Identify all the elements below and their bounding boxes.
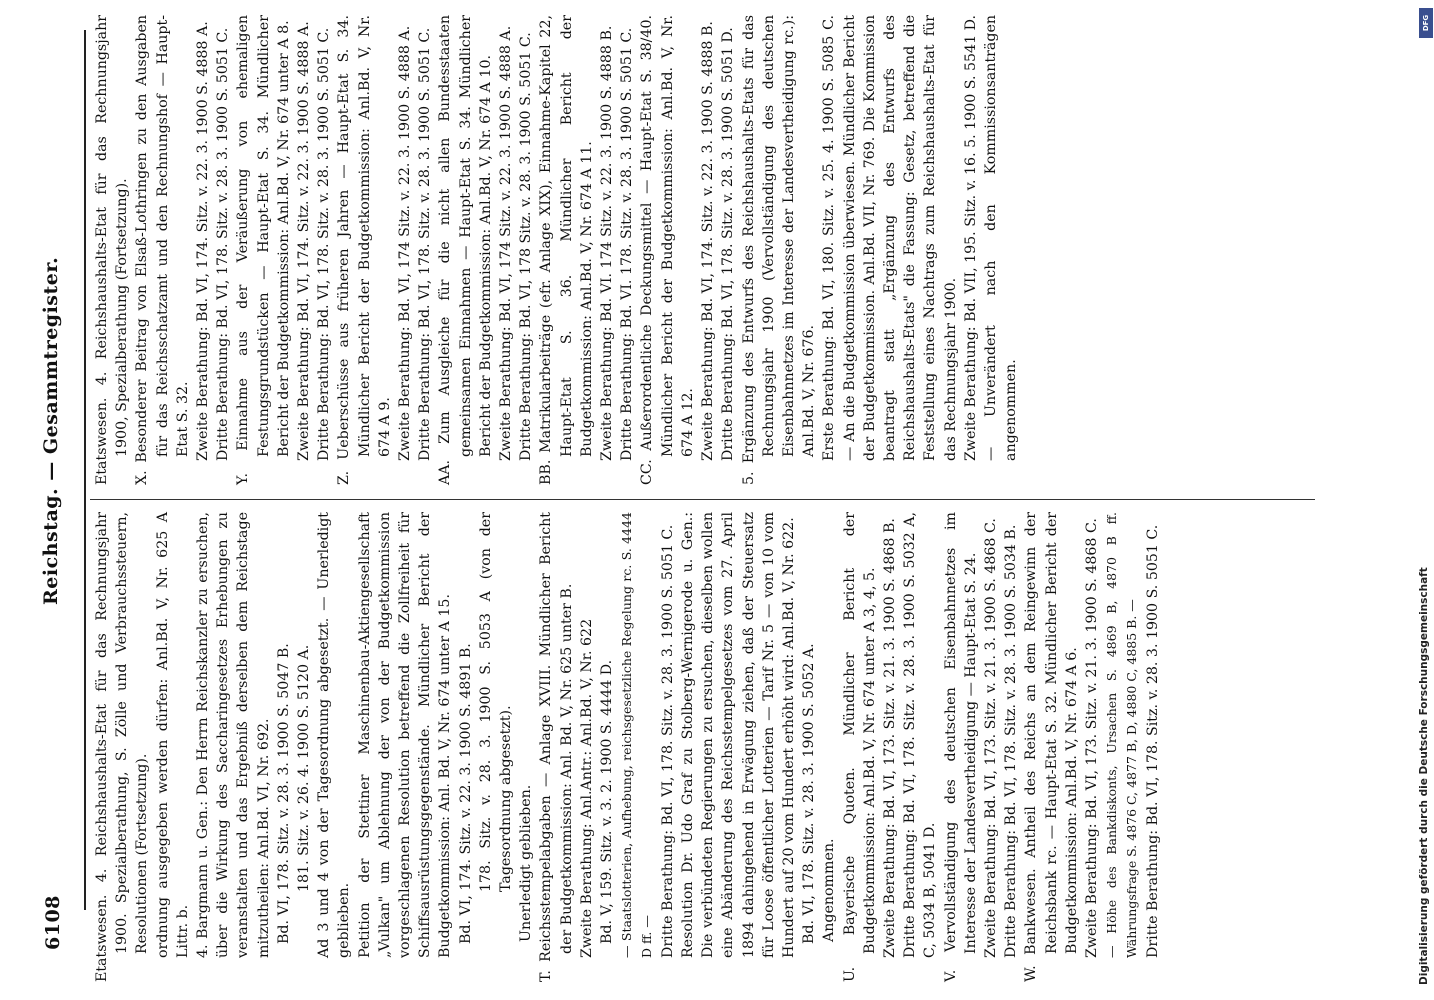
entry-text: Petition der Stettiner Maschinenbau-Aktiengesellschaft „Vulkan" um Ablehnung der von der Budgetkommission vorgeschlagenen Resolution betreffend die Zollfreiheit für Schiffsausrüstungsgegenstände. Mündlicher Bericht der Budgetkommission: Anl. Bd. V, Nr. 674 unter A 15.	[356, 512, 454, 958]
entry-ref: Bd. VI, 174. Sitz. v. 22. 3. 1900 S. 4891 B.	[457, 643, 474, 944]
entry-ref: Dritte Berathung: Bd. VI, 178. Sitz. v. 28. 3. 1900 S. 5051 C.	[659, 524, 676, 958]
entry-text: Erste Berathung: Bd. VI, 180. Sitz. v. 25. 4. 1900 S. 5085 C. — An die Budgetkommission überwiesen. Mündlicher Bericht der Budgetkommission. Anl.Bd. VII, Nr. 769. Die Kommission beantragt statt „Ergänzung des Entwurfs des Reichshaushalts-Etats" die Fassung: Gesetz, betreffend die Feststellung eines Nachtrags zum Reichshaushalts-Etat für das Rechnungsjahr 1900.	[821, 15, 959, 461]
entry-heading: 5. Ergänzung des Entwurfs des Reichshaushalts-Etats für das Rechnungsjahr 1900 (Vervollständigung des deutschen Eisenbahnnetzes im Interesse der Landesvertheidigung rc.): Anl.Bd. V, Nr. 676.	[740, 15, 818, 485]
entry-note: — Höhe des Bankdiskonts, Ursachen S. 4869 B, 4870 B ff. Währungsfrage S. 4876 C, 4877 B, D, 4880 C, 4885 B. —	[1104, 512, 1140, 958]
entry-text: Resolution Dr. Udo Graf zu Stolberg-Wernigerode u. Gen.: Die verbündeten Regierungen zu ersuchen, dieselben wollen eine Abänderung des Reichsstempelgesetzes vom 27. April 1894 dahingehend in Erwägung ziehen, daß der Steuersatz für Loose öffentlicher Lotterien — Tarif Nr. 5 — von 10 vom Hundert auf 20 vom Hundert erhöht wird: Anl.Bd. V, Nr. 622.	[679, 512, 797, 958]
entry-ref: Zweite Berathung: Bd. VI, 174 Sitz. v. 22. 3. 1900 S. 4888 A.	[397, 25, 414, 461]
entry-text: ordnung ausgegeben werden dürfen: Anl.Bd. V, Nr. 625 A Littr. b.	[154, 512, 191, 958]
dfg-logo-text: DFG	[1422, 14, 1430, 32]
entry-ref: Dritte Berathung: Bd. VI. 178. Sitz. v. 28. 3. 1900 S. 5051 C.	[619, 27, 636, 461]
entry-ref: Zweite Berathung: Bd. VI. 174 Sitz. v. 22. 3. 1900 S. 4888 B.	[599, 25, 616, 461]
entry-ref: 181. Sitz. v. 26. 4. 1900 S. 5120 A.	[296, 644, 313, 892]
entry-heading: BB. Matrikularbeiträge (efr. Anlage XIX), Einnahme-Kapitel 22, Haupt-Etat S. 36. Mündlicher Bericht der Budgetkommission: Anl.Bd. V, Nr. 674 A 11.	[538, 15, 595, 485]
entry-heading: T. Reichsstempelabgaben — Anlage XVIII. Mündlicher Bericht der Budgetkommission: Anl. Bd. V, Nr. 625 unter B.	[538, 512, 575, 982]
entry-ref: Dritte Berathung: Bd. VI, 178. Sitz. v. 28. 3. 1900 S. 5051 C.	[215, 27, 232, 461]
page-header	[0, 0, 64, 1000]
entry-status: Unerledigt geblieben.	[518, 784, 535, 942]
entry-heading: AA. Zum Ausgleiche für die nicht allen Bundesstaaten gemeinsamen Einnahmen — Haupt-Etat S. 34. Mündlicher Bericht der Budgetkommission: Anl.Bd. V, Nr. 674 A 10.	[437, 15, 494, 485]
entry-ref: Bd. VI, 178. Sitz. v. 28. 3. 1900 S. 5047 B.	[275, 643, 292, 944]
entry-ref: Dritte Berathung: Bd. VI, 178. Sitz. v. 28. 3. 1900 S. 5051 C.	[1144, 524, 1161, 958]
entry-heading: Z. Ueberschüsse aus früheren Jahren — Haupt-Etat S. 34. Mündlicher Bericht der Budgetkommission: Anl.Bd. V, Nr. 674 A 9.	[336, 15, 393, 485]
section-heading: Etatswesen. 4. Reichshaushalts-Etat für das Rechnungsjahr 1900. Spezialberathung, S. Zölle und Verbrauchssteuern, Resolutionen (Fortsetzung).	[94, 512, 151, 982]
entry-ref: Dritte Berathung: Bd. VI, 178 Sitz. v. 28. 3. 1900 S. 5051 C.	[518, 32, 535, 461]
entry-ref: Dritte Berathung: Bd. VI, 178. Sitz. v. 28. 3. 1900 S. 5051 C.	[316, 27, 333, 461]
entry-ref: Zweite Berathung: Anl.Antr.: Anl.Bd. V, Nr. 622	[578, 618, 595, 958]
running-title: Reichstag. — Gesammtregister.	[40, 256, 62, 605]
entry-heading: CC. Außerordentliche Deckungsmittel — Haupt-Etat S. 38/40. Mündlicher Bericht der Budgetkommission: Anl.Bd. V, Nr. 674 A 12.	[639, 15, 696, 485]
entry-heading: W. Bankwesen. Antheil des Reichs an dem Reingewinn der Reichsbank rc. — Haupt-Etat S. 32. Mündlicher Bericht der Budgetkommission: Anl.Bd. V, Nr. 674 A 6.	[1023, 512, 1080, 982]
right-column	[92, 15, 1021, 485]
header-rule	[84, 30, 86, 910]
entry-ref: Zweite Berathung: Bd. VI, 173. Sitz. v. 21. 3. 1900 S. 4868 C.	[982, 518, 999, 958]
entry-heading: X. Besonderer Beitrag von Elsaß-Lothringen zu den Ausgaben für das Reichsschatzamt und den Rechnungshof — Haupt-Etat S. 32.	[134, 15, 191, 485]
entry-note: — Staatslotterien, Aufhebung, reichsgesetzliche Regelung rc. S. 4444 D ff. —	[619, 512, 655, 958]
entry-ref: Zweite Berathung: Bd. VI, 173. Sitz. v. 21. 3. 1900 S. 4868 B.	[881, 518, 898, 958]
page-number: 6108	[42, 895, 64, 950]
entry-ref: Dritte Berathung: Bd. VI, 178. Sitz. v. 28. 3. 1900 S. 5034 B.	[1003, 524, 1020, 958]
entry-heading: V. Vervollständigung des deutschen Eisenbahnnetzes im Interesse der Landesvertheidigung — Haupt-Etat S. 24.	[942, 512, 979, 982]
digitization-credit: Digitalisierung gefördert durch die Deutsche Forschungsgemeinschaft	[1418, 567, 1430, 985]
entry-ref: Dritte Berathung: Bd. VI, 178. Sitz. v. 28. 3. 1900 S. 5051 C.	[417, 27, 434, 461]
entry-ref: Zweite Berathung: Bd. VI, 174. Sitz. v. 22. 3. 1900 S. 4888 B.	[700, 21, 717, 461]
entry-text: Ad 3 und 4 von der Tagesordnung abgesetzt. — Unerledigt geblieben.	[316, 512, 353, 958]
entry-ref: Zweite Berathung: Bd. VI, 174. Sitz. v. 22. 3. 1900 S. 4888 A.	[296, 21, 313, 461]
entry-text: 4. Bargmann u. Gen.: Den Herrn Reichskanzler zu ersuchen, über die Wirkung des Saccharingesetzes Erhebungen zu veranstalten und das Ergebniß derselben dem Reichstage mitzutheilen: Anl.Bd. VI, Nr. 692.	[195, 512, 272, 958]
entry-ref: Zweite Berathung: Bd. VI, 173. Sitz. v. 21. 3. 1900 S. 4868 C.	[1083, 518, 1100, 958]
section-heading: Etatswesen. 4. Reichshaushalts-Etat für das Rechnungsjahr 1900, Spezialberathung (Fortsetzung).	[94, 15, 131, 485]
dfg-logo	[1419, 8, 1433, 38]
entry-ref: Dritte Berathung: Bd. VI, 178. Sitz. v. 28. 3. 1900 S. 5032 A, C, 5034 B, 5041 D.	[902, 512, 939, 958]
left-column	[92, 512, 1163, 982]
entry-status: Angenommen.	[821, 838, 838, 942]
entry-ref: 178. Sitz. v. 28. 3. 1900 S. 5053 A (von der Tagesordnung abgesetzt).	[477, 512, 515, 892]
entry-ref: Bd. VI, 178. Sitz. v. 28. 3. 1900 S. 5052 A.	[801, 643, 818, 944]
entry-ref: Bd. V, 159. Sitz. v. 3. 2. 1900 S. 4444 D.	[599, 659, 616, 944]
column-divider	[90, 499, 1315, 500]
entry-ref: Zweite Berathung: Bd. VI, 174. Sitz. v. 22. 3. 1900 S. 4888 A.	[195, 21, 212, 461]
entry-ref: Zweite Berathung: Bd. VI, 174 Sitz. v. 22. 3. 1900 S. 4888 A.	[498, 25, 515, 461]
entry-heading: Y. Einnahme aus der Veräußerung von ehemaligen Festungsgrundstücken — Haupt-Etat S. 34. Mündlicher Bericht der Budgetkommission: Anl.Bd. V, Nr. 674 unter A 8.	[235, 15, 292, 485]
entry-ref: Dritte Berathung: Bd. VI, 178. Sitz. v. 28. 3. 1900 S. 5051 D.	[720, 27, 737, 461]
entry-ref: Zweite Berathung: Bd. VII, 195. Sitz. v. 16. 5. 1900 S. 5541 D. — Unverändert nach den Kommissionsanträgen angenommen.	[962, 15, 1020, 461]
entry-heading: U. Bayerische Quoten. Mündlicher Bericht der Budgetkommission: Anl.Bd. V, Nr. 674 unter A 3, 4, 5.	[841, 512, 878, 982]
